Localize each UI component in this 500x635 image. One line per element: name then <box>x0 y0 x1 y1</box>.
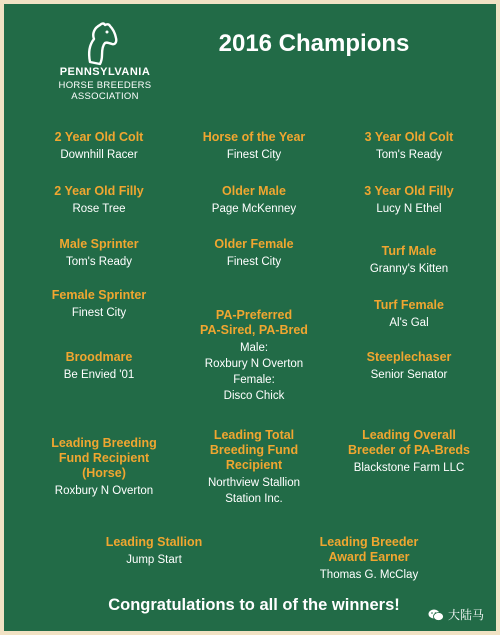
logo-line-2: HORSE BREEDERS <box>58 80 152 91</box>
award-leading-breeding-fund-recipient-horse <box>34 436 174 499</box>
award-winner: Page McKenney <box>211 203 297 215</box>
award-older-female <box>179 237 329 270</box>
award-broodmare <box>34 350 164 383</box>
award-winner: Station Inc. <box>225 493 283 505</box>
award-winner: Blackstone Farm LLC <box>353 462 465 474</box>
award-title: Fund Recipient <box>58 451 150 465</box>
award-winner: Lucy N Ethel <box>376 203 442 215</box>
award-leading-breeder-award-earner <box>294 535 444 583</box>
award-male-sprinter <box>34 237 164 270</box>
award-title: Leading Total <box>213 428 295 442</box>
award-winner: Roxbury N Overton <box>54 485 154 497</box>
award-turf-male <box>344 244 474 277</box>
award-title: Broodmare <box>65 350 133 364</box>
award-title: Leading Stallion <box>105 535 203 549</box>
award-pa-preferred <box>174 308 334 404</box>
award-older-male <box>179 184 329 217</box>
award-title: Leading Breeding <box>51 436 157 450</box>
award-leading-stallion <box>79 535 229 568</box>
award-winner: Rose Tree <box>72 203 126 215</box>
award-winner: Finest City <box>71 307 127 319</box>
award-title: PA-Sired, PA-Bred <box>200 323 308 337</box>
award-title: 2 Year Old Colt <box>54 130 144 144</box>
award-winner: Tom's Ready <box>375 149 443 161</box>
award-title: 2 Year Old Filly <box>54 184 144 198</box>
award-winner: Thomas G. McClay <box>319 569 419 581</box>
award-winner: Roxbury N Overton <box>204 358 304 370</box>
award-title: Steeplechaser <box>366 350 452 364</box>
award-turf-female <box>344 298 474 331</box>
award-title: Breeding Fund <box>209 443 299 457</box>
watermark <box>428 606 484 623</box>
watermark-text: 大陆马 <box>447 608 484 622</box>
award-steeplechaser <box>344 350 474 383</box>
award-winner: Finest City <box>226 149 282 161</box>
logo-line-1: PENNSYLVANIA <box>59 66 151 78</box>
award-leading-overall-breeder <box>334 428 484 476</box>
association-logo <box>50 22 160 100</box>
award-title: 3 Year Old Filly <box>364 184 454 198</box>
award-winner: Downhill Racer <box>60 149 138 161</box>
award-winner: Granny's Kitten <box>369 263 449 275</box>
award-2yo-colt <box>34 130 164 163</box>
award-title: 3 Year Old Colt <box>364 130 454 144</box>
award-winner: Senior Senator <box>370 369 448 381</box>
horse-head-icon <box>80 22 120 66</box>
award-title: Recipient <box>225 458 283 472</box>
congratulations-footer: Congratulations to all of the winners! <box>108 596 400 614</box>
award-title: Turf Male <box>381 244 437 258</box>
award-winner: Jump Start <box>126 554 182 566</box>
logo-line-3: ASSOCIATION <box>71 91 139 102</box>
award-title: Leading Overall <box>362 428 456 442</box>
award-winner: Northview Stallion <box>207 477 301 489</box>
award-winner: Al's Gal <box>389 317 429 329</box>
award-winner: Finest City <box>226 256 282 268</box>
award-title: PA-Preferred <box>215 308 293 322</box>
award-winner: Male: <box>239 342 269 354</box>
award-title: Breeder of PA-Breds <box>347 443 471 457</box>
award-title: Older Male <box>222 184 286 198</box>
award-winner: Female: <box>233 374 275 386</box>
award-title: Male Sprinter <box>59 237 139 251</box>
wechat-icon <box>428 608 444 622</box>
award-horse-of-the-year <box>179 130 329 163</box>
award-title: (Horse) <box>82 466 126 480</box>
award-female-sprinter <box>34 288 164 321</box>
award-winner: Be Envied '01 <box>63 369 135 381</box>
award-title: Horse of the Year <box>202 130 306 144</box>
award-title: Older Female <box>214 237 294 251</box>
award-title: Award Earner <box>328 550 410 564</box>
award-leading-total-breeding-fund-recipient <box>179 428 329 507</box>
page-title: 2016 Champions <box>218 30 410 57</box>
award-winner: Disco Chick <box>223 390 285 402</box>
award-3yo-colt <box>344 130 474 163</box>
award-title: Leading Breeder <box>319 535 419 549</box>
award-winner: Tom's Ready <box>65 256 133 268</box>
award-3yo-filly <box>344 184 474 217</box>
award-title: Female Sprinter <box>51 288 147 302</box>
award-title: Turf Female <box>374 298 444 312</box>
award-2yo-filly <box>34 184 164 217</box>
